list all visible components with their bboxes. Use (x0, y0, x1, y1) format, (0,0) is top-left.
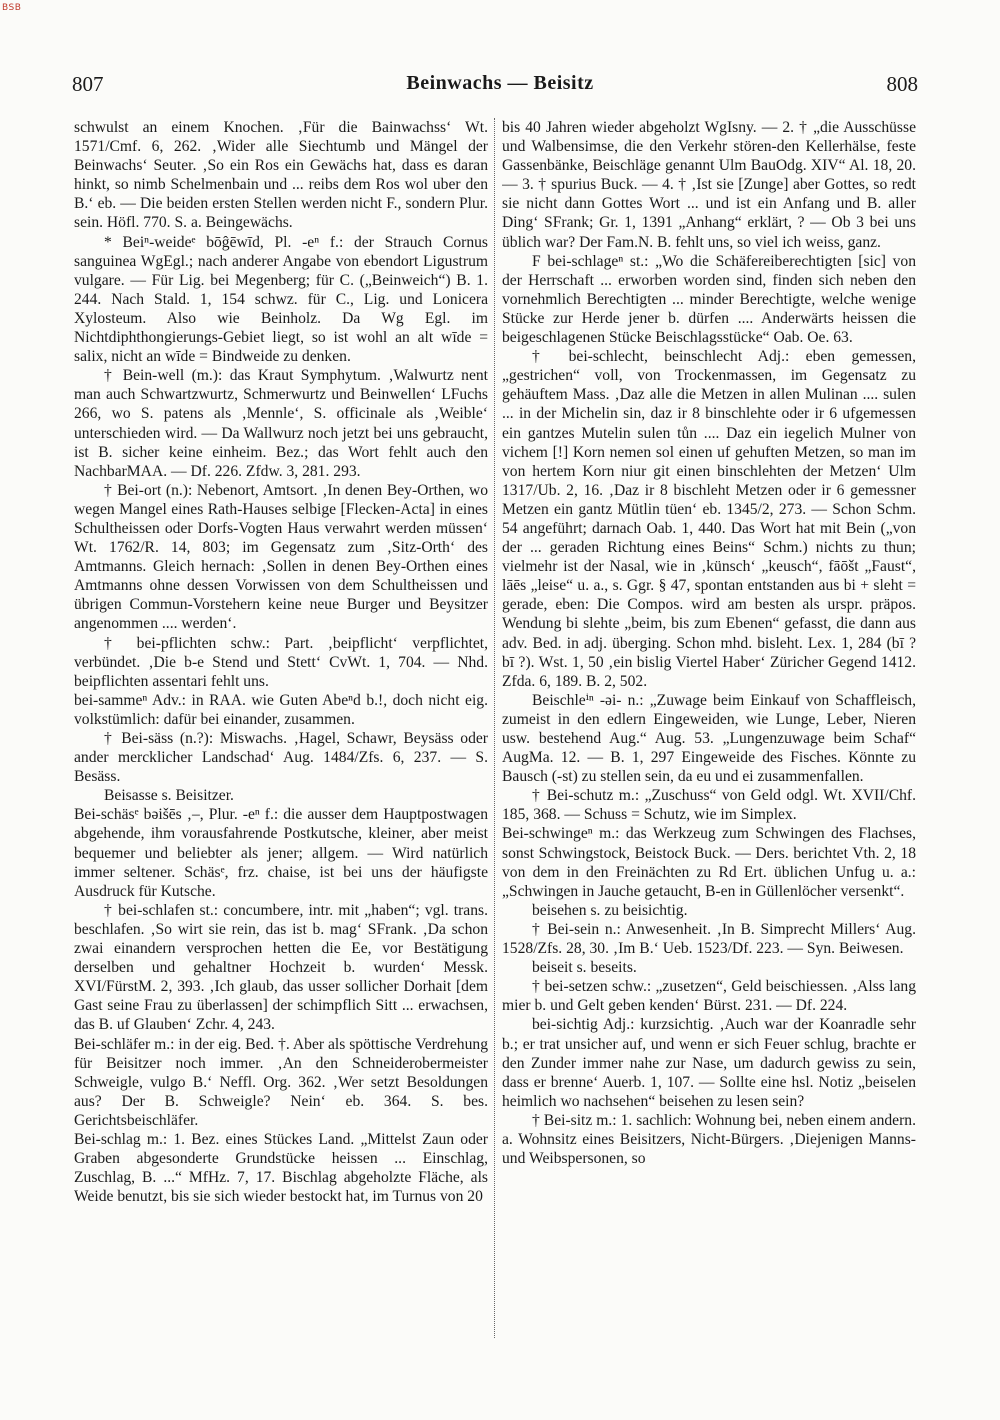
running-header (0, 72, 1000, 102)
page-number-right: 808 (886, 72, 918, 96)
entry-paragraph: Bei-schläfer m.: in der eig. Bed. †. Aber als spöttische Verdrehung für Beisitzer noch immer. ‚An den Schneiderobermeister Schweigle, vulgo B.‘ Neffl. Org. 362. ‚Wer setzt Besoldungen aus? Der B. Schweigle? Nein‘ eb. 364. S. bes. Gerichtsbeischläfer. (74, 1035, 488, 1129)
entry-paragraph: † bei-setzen schw.: „zusetzen“, Geld beischiessen. ‚Alss lang mier b. und Gelt geben kenden‘ Bürst. 231. — Df. 224. (502, 978, 916, 1015)
entry-paragraph: † bei-schlafen st.: concumbere, intr. mit „haben“; vgl. trans. beschlafen. ‚So wirt sie rein, das ist b. mag‘ SFrank. ‚Da schon zwai einandern versprochen hetten die Ee, vor Bestätigung derselben und gehaltner Hochzeit b. wurden‘ Messk. XVI/FürstM. 2, 393. ‚Ich glaub, das usser sollicher Dorhait [dem Gast seine Frau zu überlassen] der schimpflich Sitt ... erwachsen, das B. uf Glauben‘ Zchr. 4, 243. (74, 901, 488, 1034)
entry-paragraph: Beischleⁱⁿ -əi- n.: „Zuwage beim Einkauf von Schaffleisch, zumeist in den edlern Eingeweiden, wie Lunge, Leber, Nieren usw. bestehend Aug.“ Aug. 53. „Lungenzuwage beim Schaf“ AugMa. 12. — B. 1, 297 Eingeweide des Fisches. Könnte zu Bausch (-st) zu stellen sein, da eu und ei zusammenfallen. (502, 691, 916, 786)
left-column (74, 118, 488, 1348)
entry-paragraph: † Bei-sitz m.: 1. sachlich: Wohnung bei, neben einem andern. a. Wohnsitz eines Beisitzers, Nicht-Bürgers. ‚Diejenigen Manns- und Weibspersonen, so (502, 1111, 916, 1168)
entry-paragraph: † Bei-säss (n.?): Miswachs. ‚Hagel, Schawr, Beysäss oder ander mercklicher Landschad‘ Aug. 1484/Zfs. 6, 237. — S. Besäss. (74, 730, 488, 786)
column-divider (494, 118, 495, 1338)
entry-paragraph: † bei-pflichten schw.: Part. ‚beipflicht‘ verpflichtet, verbündet. ‚Die b-e Stend und Stett‘ CvWt. 1, 704. — Nhd. beipflichten assentari fehlt uns. (74, 634, 488, 690)
page-number-left: 807 (72, 72, 104, 96)
entry-paragraph: Bei-schäsᵉ bəišēs ‚–, Plur. -eⁿ f.: die ausser dem Hauptpostwagen abgehende, ihm vorausfahrende Postkutsche, kleiner, aber meist bequemer und beliebter als jener; allgem. — Wird natürlich immer seltener. Schäsᵉ, frz. chaise, ist bei uns der häufigste Ausdruck für Kutsche. (74, 806, 488, 900)
right-column (502, 118, 916, 1348)
entry-paragraph: Beisasse s. Beisitzer. (104, 787, 234, 805)
entry-paragraph: † Bei-sein n.: Anwesenheit. ‚In B. Simprecht Millers‘ Aug. 1528/Zfs. 28, 30. ‚Im B.‘ Ueb. 1523/Df. 223. — Syn. Beiwesen. (502, 920, 916, 958)
entry-paragraph: † Bein-well (m.): das Kraut Symphytum. ‚Walwurtz nent man auch Schwartzwurtz, Schmerwurtz und Beinwellen‘ LFuchs 266, wo S. patens als ‚Mennle‘, S. officinale als ‚Weible‘ unterschieden wird. — Da Wallwurz noch jetzt bei uns gebraucht, ist B. sicher keine einheim. Bez.; das Wort fehlt auch den NachbarMAA. — Df. 226. Zfdw. 3, 281. 293. (74, 367, 488, 480)
entry-paragraph: bei-sichtig Adj.: kurzsichtig. ‚Auch war der Koanradle sehr b.; er trat unsicher auf, und wenn er sich Feuer schlug, brachte er den Zunder immer nahe zur Nase, um dadurch gewiss zu sein, dass er brenne‘ Auerb. 1, 107. — Sollte eine hsl. Notiz „beiselen heimlich wo nachsehen“ beisehen zu lesen sein? (502, 1016, 916, 1110)
entry-paragraph: † Bei-ort (n.): Nebenort, Amtsort. ‚In denen Bey-Orthen, wo wegen Mangel eines Rath-Hauses selbige [Flecken-Acta] in eines Schultheissen oder Dorfs-Vogten Haus verwahrt werden müssen‘ Wt. 1762/R. 14, 803; im Gegensatz zum ‚Sitz-Orth‘ des Amtmanns. Gleich hernach: ‚Sollen in denen Bey-Orthen eines Amtmanns ohne dessen Vorwissen von dem Schultheissen und übrigen Commun-Vorstehern keine neue Burger und Beysitzer angenommen .... werden‘. (74, 481, 488, 633)
entry-paragraph: † Bei-schutz m.: „Zuschuss“ von Geld odgl. Wt. XVII/Chf. 185, 368. — Schuss = Schutz, wie im Simplex. (502, 787, 916, 824)
entry-paragraph: Bei-schlag m.: 1. Bez. eines Stückes Land. „Mittelst Zaun oder Graben abgesonderte Grundstücke heissen ... Einschlag, Zuschlag, B. ...“ MfHz. 7, 17. Bischlag abgeholzte Fläche, als Weide benutzt, bis sie sich wieder bestockt hat, im Turnus von 20 (74, 1130, 488, 1206)
entry-paragraph: Bei-schwingeⁿ m.: das Werkzeug zum Schwingen des Flachses, sonst Schwingstock, Beistock Buck. — Ders. berichtet Vth. 2, 18 von dem in den Freinächten zu Rd Ert. üblichen Unfug u. a.: „Schwingen in Jauche getaucht, B-en in Güllenlöcher versenkt“. (502, 825, 916, 900)
entry-paragraph: bei-sammeⁿ Adv.: in RAA. wie Guten Abeⁿd b.!, doch nicht eig. volkstümlich: dafür bei einander, zusammen. (74, 691, 488, 728)
running-title: Beinwachs — Beisitz (406, 72, 594, 94)
library-stamp: BSB (2, 3, 22, 13)
entry-paragraph: beisehen s. zu beisichtig. (532, 901, 688, 919)
entry-paragraph: beiseit s. beseits. (532, 959, 637, 977)
entry-paragraph: schwulst an einem Knochen. ‚Für die Bainwachss‘ Wt. 1571/Cmf. 6, 262. ‚Wider alle Siechtumb und Mängel der Beinwachs‘ Seuter. ‚So ein Ros ein Gewächs hat, dass es daran hinkt, so nimb Schelmenbain und ... reibs dem Ros wol uber den B.‘ eb. — Die beiden ersten Stellen werden nicht F., sondern Plur. sein. Höfl. 770. S. a. Beingewächs. (74, 119, 488, 232)
entry-paragraph: † bei-schlecht, beinschlecht Adj.: eben gemessen, „gestrichen“ voll, von Trockenmassen, im Gegensatz zu gehäuftem Mass. ‚Daz alle die Metzen in allen Mulinan .... sulen ... in der Michelin sin, daz ir 8 binschlehte oder ir 6 ufgemessen ein gantzes Mutelin sulen tůn .... Daz ein iegelich Mulner von vichem [!] Korn nemen sol einen uf gehuften Metzen, so man im von hertem Korn niur git einen binschlehten der Metzen‘ Ulm 1317/Ub. 2, 16. ‚Daz ir 8 bischleht Metzen oder ir 6 gemessner Metzen ein gantz Mütlin tüen‘ eb. 1345/2, 273. — Schon Schm. 54 angeführt; darnach Oab. 1, 440. Das Wort hat mit Bein („von der ... geraden Richtung eines Beins“ Schm.) nichts zu thun; vielmehr ist der Nasal, wie in ‚künsch‘ „keusch“, fāōšt „Faust“, lāēs „leise“ u. a., s. Ggr. § 47, spontan entstanden aus bi + sleht = gerade, eben: Die Compos. wird am besten als urspr. präpos. Wendung bi slehte „beim, bis zum Ebenen“ gefasst, die dann aus adv. Bed. in adj. überging. Schon mhd. bisleht. Lex. 1, 284 (bī ? bī ?). Wst. 1, 50 ‚ein bislig Viertel Haber‘ Züricher Gegend 1412. Zfda. 6, 189. B. 2, 502. (502, 348, 916, 690)
entry-paragraph: bis 40 Jahren wieder abgeholzt WgIsny. — 2. † „die Ausschüsse und Walbensimse, die den Verkehr stören-den Kellerhälse, feste Gassenbänke, Beischläge genannt Ulm BauOdg. XIV“ Al. 18, 20. — 3. † spurius Buck. — 4. † ‚Ist sie [Zunge] aber Gottes, so redt sie nicht dann Gottes Wort ... und ist ein Anfang und B. aller Ding‘ SFrank; Gr. 1, 1391 „Anhang“ erklärt, ? — Ob 3 bei uns üblich war? Der Fam.N. B. fehlt uns, so viel ich weiss, ganz. (502, 119, 916, 251)
entry-paragraph: * Beiⁿ-weideᵉ bōĝēwīd, Pl. -eⁿ f.: der Strauch Cornus sanguinea WgEgl.; nach anderer Angabe von ebendort Ligustrum vulgare. — Für Lig. bei Megenberg; für C. („Beinweich“) B. 1. 244. Nach Stald. 1, 154 schwz. für C., Lig. und Lonicera Xylosteum. Also wie Beinholz. Da Wg Egl. im Nichtdiphthongierungs-Gebiet liegt, so ist wohl an alt wīde = salix, nicht an wīde = Bindweide zu denken. (74, 233, 488, 366)
entry-paragraph: F bei-schlageⁿ st.: „Wo die Schäfereiberechtigten [sic] von der Herrschaft ... erworben worden sind, finden sich neben den vornehmlich Berechtigten ... minder Berechtigte, welche wenige Stücke zur Herde jener b. dürfen .... Anderwärts heissen die beigeschlagenen Stücke Beischlagsstücke“ Oab. Oe. 63. (502, 252, 916, 347)
